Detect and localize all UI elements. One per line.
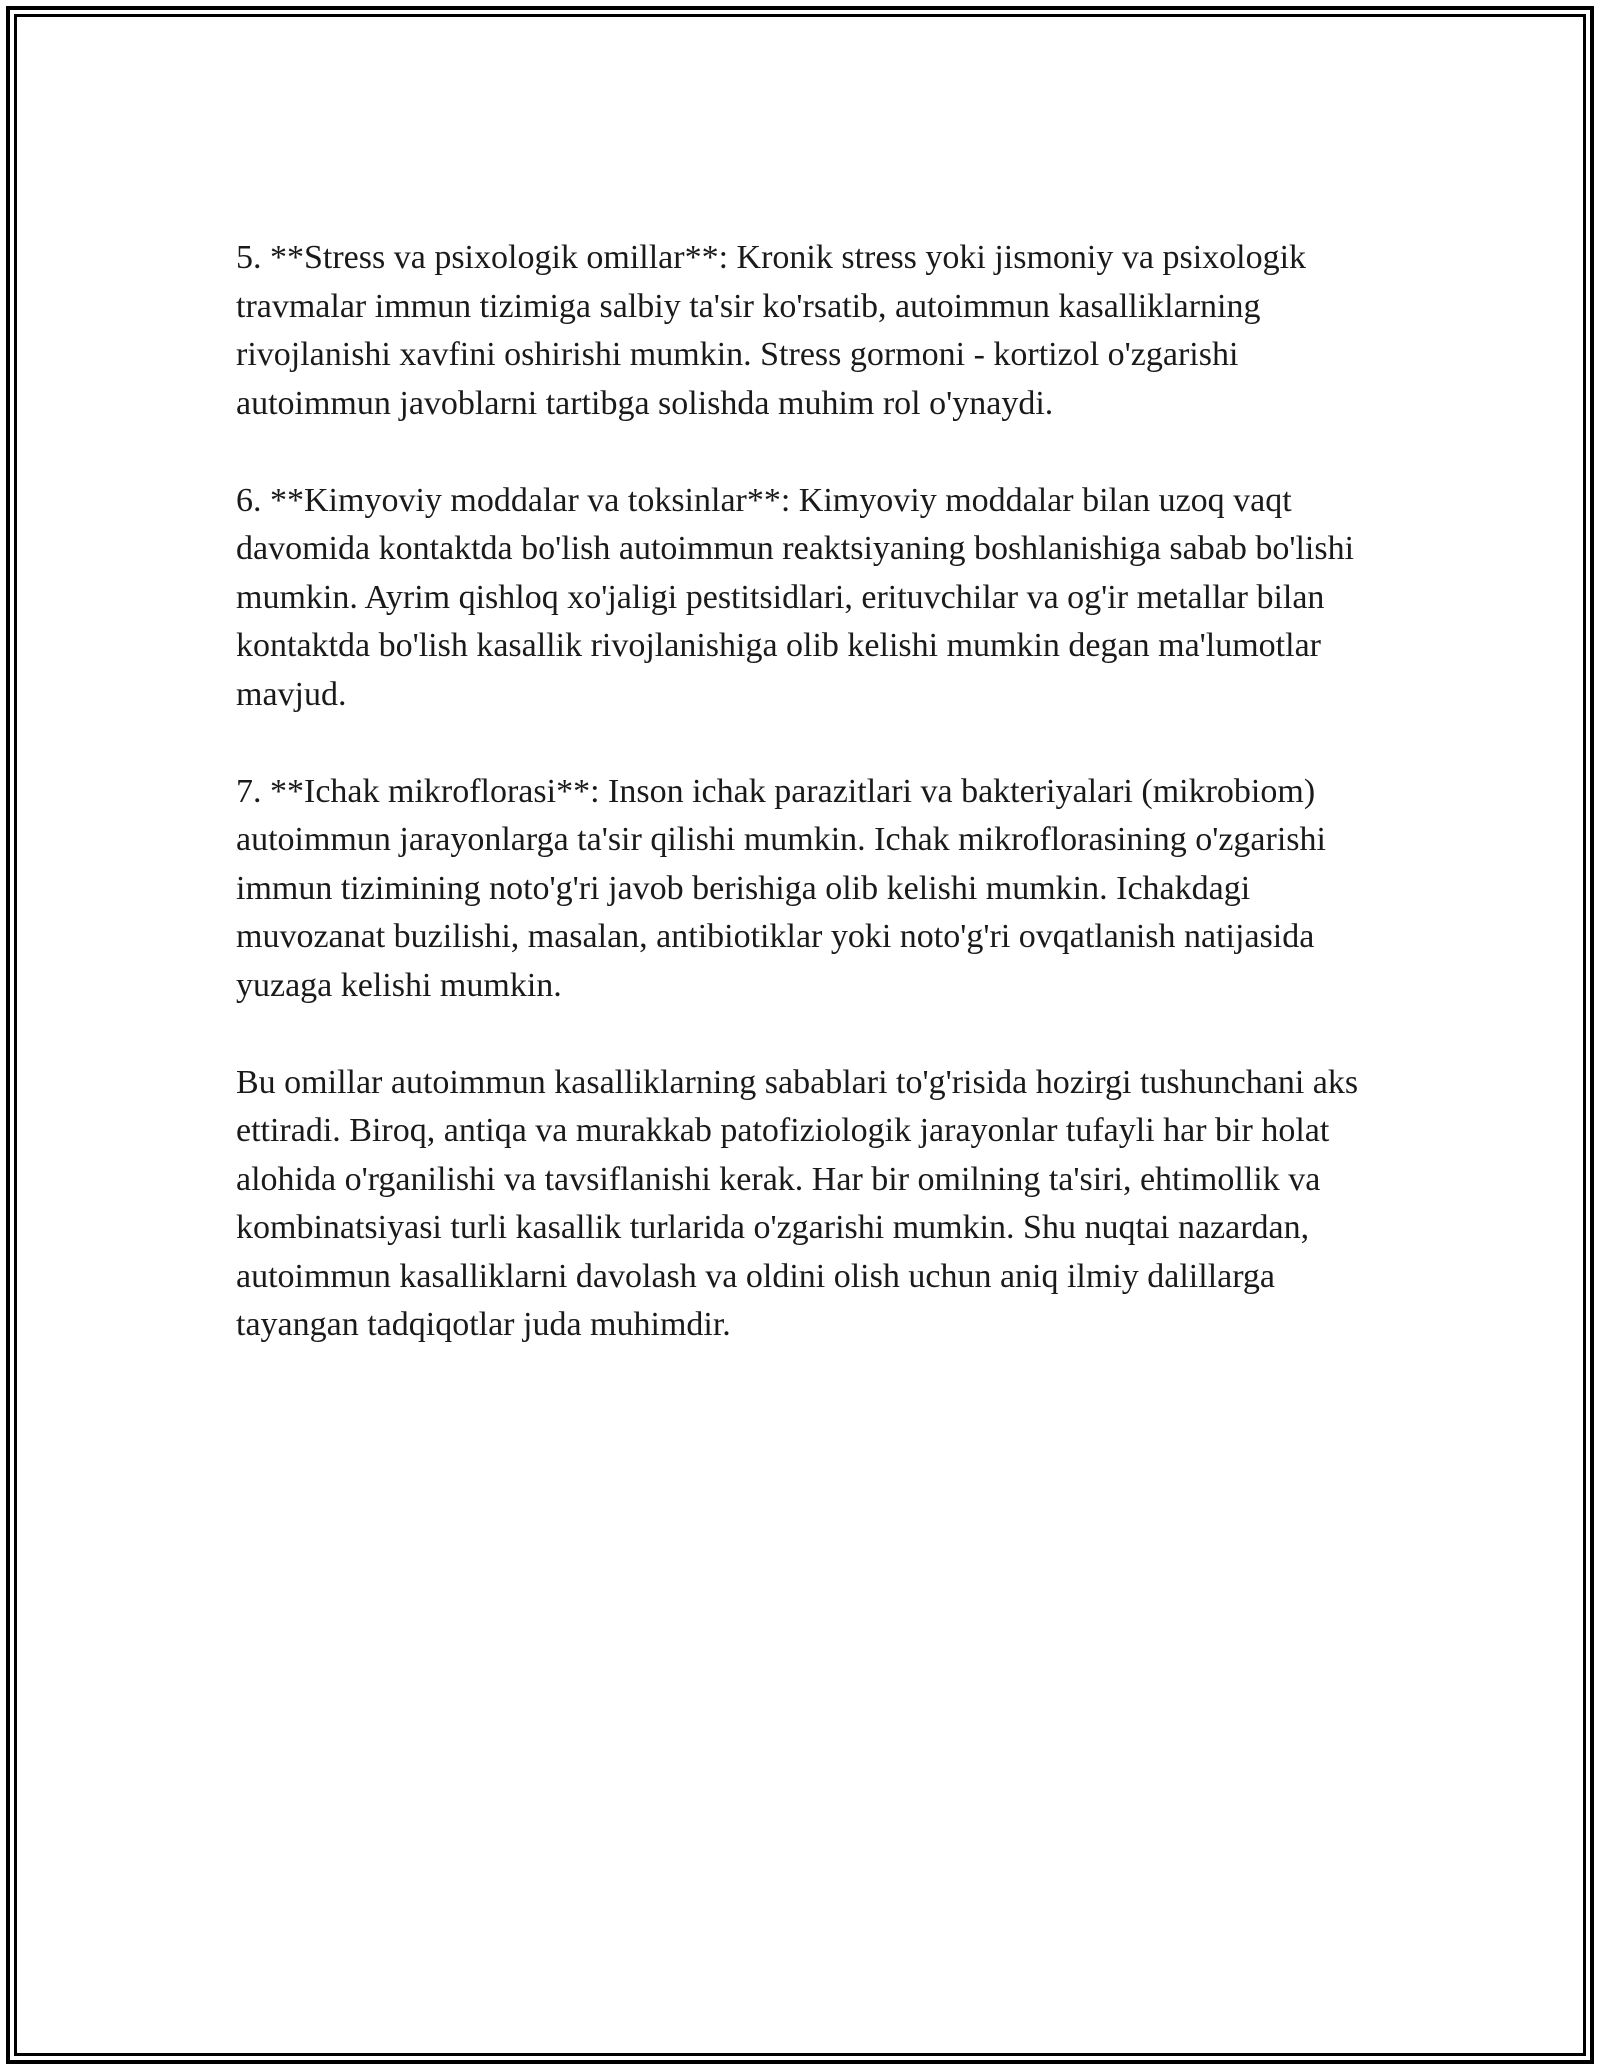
paragraph-chemical-toxins: 6. **Kimyoviy moddalar va toksinlar**: Kimyoviy moddalar bilan uzoq vaqt davomida kontaktda bo'lish autoimmun reaktsiyaning boshlanishiga sabab bo'lishi mumkin. Ayrim qishloq xo'jaligi pestitsidlari, erituvchilar va og'ir metallar bilan kontaktda bo'lish kasallik rivojlanishiga olib kelishi mumkin degan ma'lumotlar mavjud. [236,481,1355,713]
paragraph-conclusion: Bu omillar autoimmun kasalliklarning sabablari to'g'risida hozirgi tushunchani aks ettiradi. Biroq, antiqa va murakkab patofiziologik jarayonlar tufayli har bir holat alohida o'rganilishi va tavsiflanishi kerak. Har bir omilning ta'siri, ehtimollik va kombinatsiyasi turli kasallik turlarida o'zgarishi mumkin. Shu nuqtai nazardan, autoimmun kasalliklarni davolash va oldini olish uchun aniq ilmiy dalillarga tayangan tadqiqotlar juda muhimdir. [236,1063,1359,1343]
paragraph-stress-factors: 5. **Stress va psixologik omillar**: Kronik stress yoki jismoniy va psixologik travmalar immun tizimiga salbiy ta'sir ko'rsatib, autoimmun kasalliklarning rivojlanishi xavfini oshirishi mumkin. Stress gormoni - kortizol o'zgarishi autoimmun javoblarni tartibga solishda muhim rol o'ynaydi. [236,239,1307,422]
paragraph-gut-microflora: 7. **Ichak mikroflorasi**: Inson ichak parazitlari va bakteriyalari (mikrobiom) autoimmun jarayonlarga ta'sir qilishi mumkin. Ichak mikroflorasining o'zgarishi immun tizimining noto'g'ri javob berishiga olib kelishi mumkin. Ichakdagi muvozanat buzilishi, masalan, antibiotiklar yoki noto'g'ri ovqatlanish natijasida yuzaga kelishi mumkin. [236,772,1326,1004]
document-body [236,234,1396,1350]
